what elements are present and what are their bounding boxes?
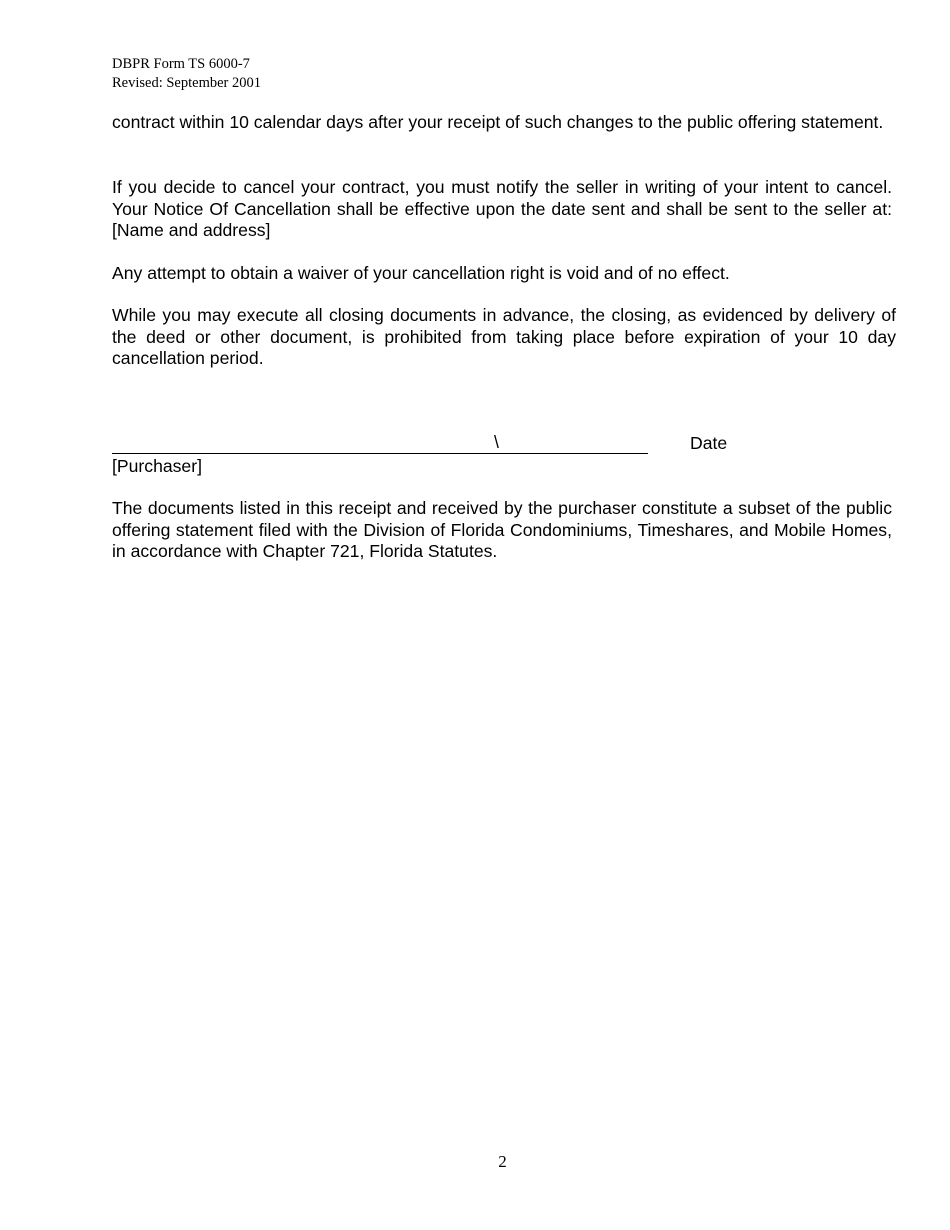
purchaser-label: [Purchaser] <box>112 456 202 476</box>
paragraph-cancellation-window: contract within 10 calendar days after your receipt of such changes to the public offering statement. <box>112 112 884 132</box>
signature-mark: \ <box>494 432 499 452</box>
signature-line <box>112 453 648 454</box>
paragraph-waiver: Any attempt to obtain a waiver of your cancellation right is void and of no effect. <box>112 263 730 283</box>
form-header <box>112 55 261 93</box>
paragraph-closing: While you may execute all closing documents in advance, the closing, as evidenced by delivery of the deed or other document, is prohibited from taking place before expiration of your 10 day cancellation period. <box>112 305 896 368</box>
paragraph-cancellation-notice: If you decide to cancel your contract, you must notify the seller in writing of your intent to cancel. Your Notice Of Cancellation shall be effective upon the date sent and shall be sent to the seller at: [Name and address] <box>112 177 892 240</box>
page-number: 2 <box>498 1152 507 1171</box>
form-id: DBPR Form TS 6000-7 <box>112 56 250 72</box>
date-label: Date <box>690 433 728 453</box>
paragraph-public-offering-subset: The documents listed in this receipt and received by the purchaser constitute a subset of the public offering statement filed with the Division of Florida Condominiums, Timeshares, and Mobile Homes, in accordance with Chapter 721, Florida Statutes. <box>112 498 892 561</box>
revision-date: Revised: September 2001 <box>112 75 262 91</box>
